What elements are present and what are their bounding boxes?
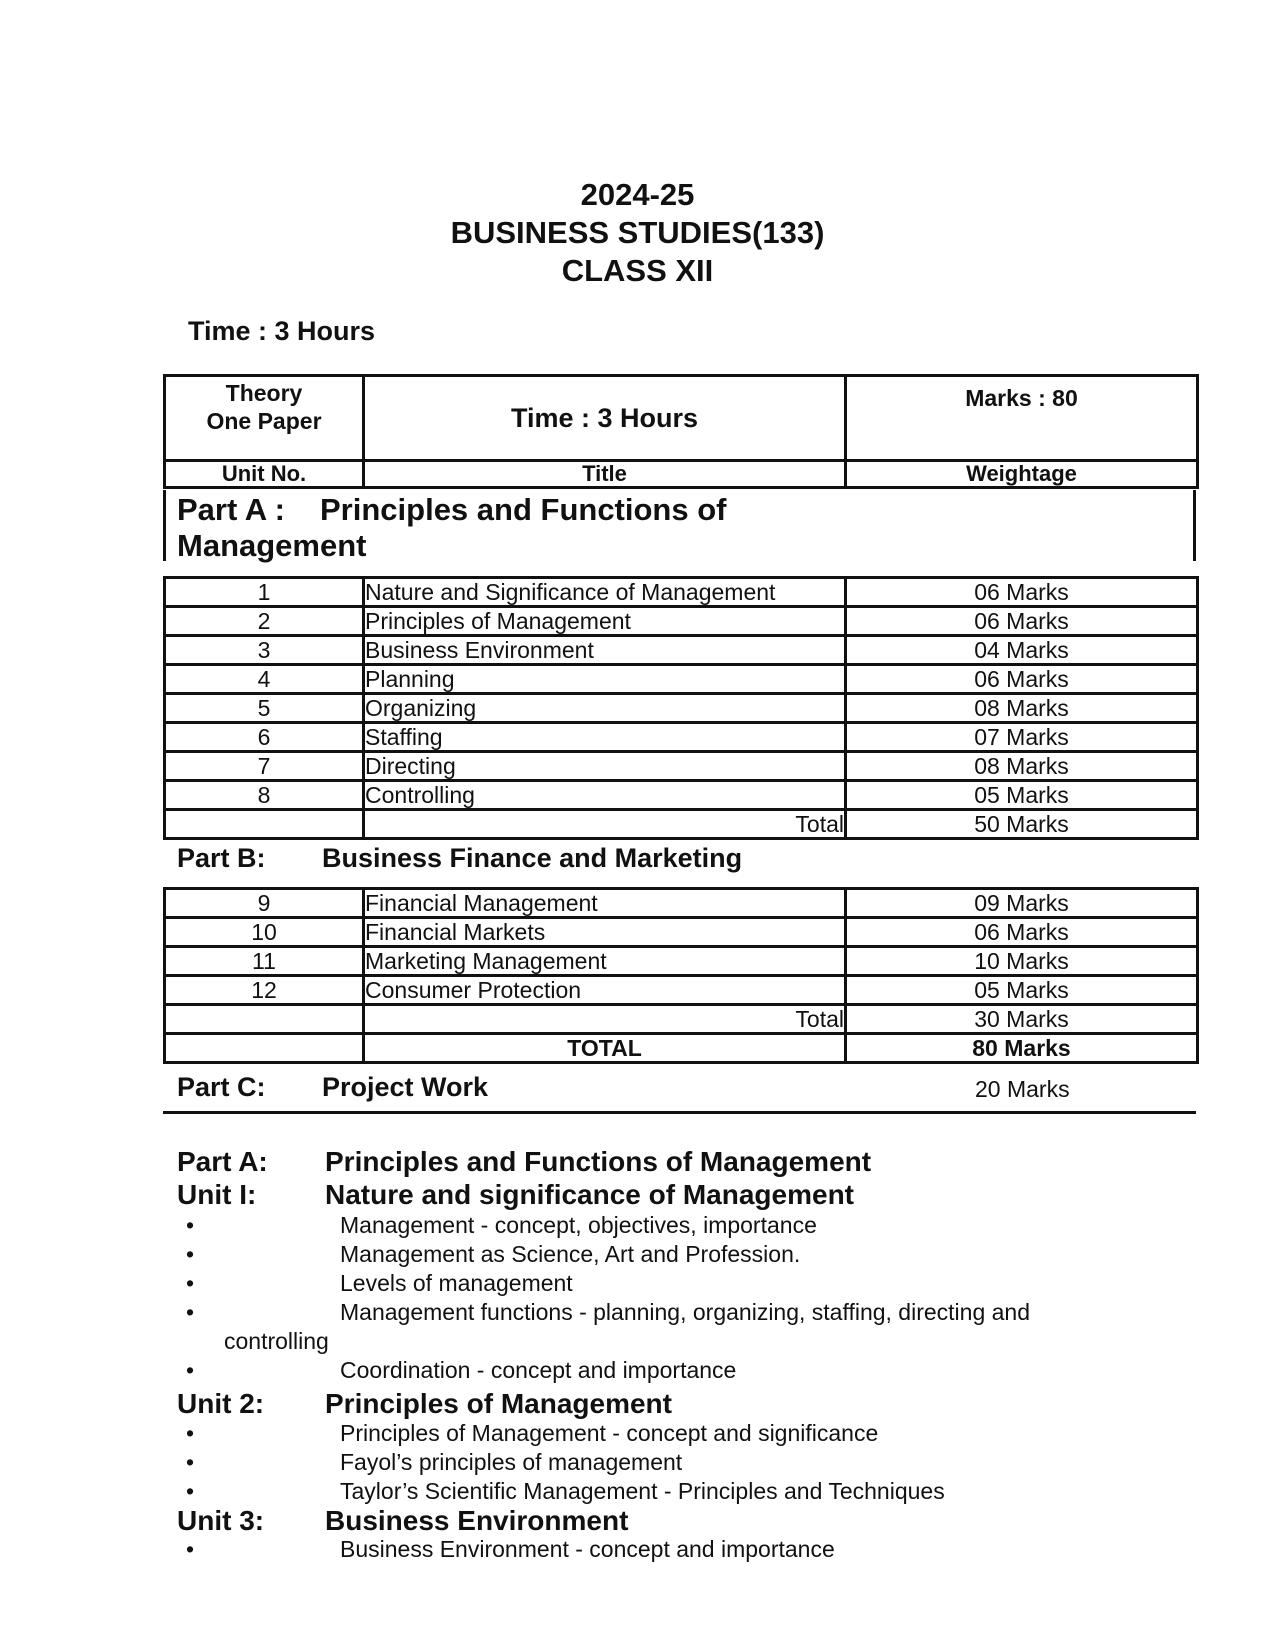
grand-total-value: 80 Marks — [846, 1034, 1198, 1063]
unit-no-cell: 8 — [165, 781, 364, 810]
subject-title: BUSINESS STUDIES(133) — [450, 215, 825, 250]
weightage-cell: 05 Marks — [846, 976, 1198, 1005]
bullet: • — [186, 1357, 195, 1383]
table-row — [165, 976, 1198, 1005]
bullet: • — [186, 1212, 195, 1238]
part-b-total-label: Total — [364, 1005, 846, 1034]
title-cell: Financial Markets — [364, 918, 846, 947]
bullet: • — [186, 1299, 195, 1325]
table-row — [165, 607, 1198, 636]
unit-no-cell: 10 — [165, 918, 364, 947]
unit-no-cell: 6 — [165, 723, 364, 752]
title-cell: Marketing Management — [364, 947, 846, 976]
unit1-item-text: Management functions - planning, organizing, staffing, directing and — [340, 1299, 1031, 1325]
syllabus-part-a-title: Principles and Functions of Management — [325, 1146, 872, 1177]
title-cell: Consumer Protection — [364, 976, 846, 1005]
part-c-marks: 20 Marks — [975, 1076, 1070, 1102]
syllabus-part-a-label: Part A: — [177, 1146, 268, 1177]
weightage-cell: 10 Marks — [846, 947, 1198, 976]
table-row — [165, 947, 1198, 976]
time-cell: Time : 3 Hours — [364, 376, 846, 461]
weightage-cell: 06 Marks — [846, 607, 1198, 636]
unit1-item-continuation: controlling — [224, 1328, 329, 1354]
table-row — [165, 723, 1198, 752]
title-cell: Planning — [364, 665, 846, 694]
table-row — [165, 578, 1198, 607]
part-b-total-empty — [165, 1005, 364, 1034]
unit-no-cell: 4 — [165, 665, 364, 694]
part-b-table — [163, 887, 1199, 1064]
title-cell: Directing — [364, 752, 846, 781]
part-c-label: Part C: — [177, 1072, 266, 1102]
part-a-total-label: Total — [364, 810, 846, 839]
unit2-title: Principles of Management — [325, 1388, 672, 1419]
grand-total-label: TOTAL — [364, 1034, 846, 1063]
table-row — [165, 889, 1198, 918]
part-a-total-value: 50 Marks — [846, 810, 1198, 839]
table-row — [165, 918, 1198, 947]
title-cell: Business Environment — [364, 636, 846, 665]
part-a-table — [163, 576, 1199, 840]
title-cell: Organizing — [364, 694, 846, 723]
unit3-item-text: Business Environment - concept and importance — [340, 1536, 835, 1562]
unit-no-cell: 7 — [165, 752, 364, 781]
unit-no-cell: 9 — [165, 889, 364, 918]
unit1-item-text: Management as Science, Art and Profession. — [340, 1241, 801, 1267]
table-row — [165, 752, 1198, 781]
unit2-heading — [177, 1388, 672, 1420]
unit1-item-text: Management - concept, objectives, importance — [340, 1212, 817, 1238]
unit2-item-text: Taylor’s Scientific Management - Principles and Techniques — [340, 1478, 945, 1504]
section-divider — [163, 1111, 1196, 1114]
weightage-cell: 06 Marks — [846, 665, 1198, 694]
title-cell: Controlling — [364, 781, 846, 810]
class-title: CLASS XII — [561, 253, 714, 288]
bullet: • — [186, 1270, 195, 1296]
weightage-cell: 06 Marks — [846, 918, 1198, 947]
table-row — [165, 665, 1198, 694]
document-header — [0, 176, 1275, 290]
title-cell: Financial Management — [364, 889, 846, 918]
grand-total-empty — [165, 1034, 364, 1063]
unit2-label: Unit 2: — [177, 1388, 265, 1419]
table-row — [165, 636, 1198, 665]
bullet: • — [186, 1420, 195, 1446]
unit-no-cell: 2 — [165, 607, 364, 636]
weightage-cell: 09 Marks — [846, 889, 1198, 918]
weightage-cell: 08 Marks — [846, 752, 1198, 781]
unit3-label: Unit 3: — [177, 1505, 265, 1536]
col-unit-no: Unit No. — [165, 461, 364, 488]
unit1-item-text: Coordination - concept and importance — [340, 1357, 737, 1383]
part-b-title: Business Finance and Marketing — [322, 843, 743, 873]
weightage-cell: 07 Marks — [846, 723, 1198, 752]
unit1-item-text: Levels of management — [340, 1270, 573, 1296]
unit1-heading — [177, 1179, 854, 1211]
unit-no-cell: 1 — [165, 578, 364, 607]
part-b-total-value: 30 Marks — [846, 1005, 1198, 1034]
part-a-heading — [177, 492, 726, 564]
unit2-item-text: Principles of Management - concept and significance — [340, 1420, 879, 1446]
bullet: • — [186, 1449, 195, 1475]
exam-duration: Time : 3 Hours — [188, 316, 376, 346]
col-title: Title — [364, 461, 846, 488]
part-b-heading — [177, 843, 742, 874]
part-a-title-line2: Management — [177, 528, 367, 563]
unit2-item-text: Fayol’s principles of management — [340, 1449, 683, 1475]
syllabus-part-a-heading — [177, 1146, 872, 1178]
bullet: • — [186, 1536, 195, 1562]
part-a-total-empty — [165, 810, 364, 839]
theory-cell — [165, 376, 364, 461]
unit3-title: Business Environment — [325, 1505, 629, 1536]
theory-label: Theory — [225, 380, 303, 406]
academic-year: 2024-25 — [580, 177, 695, 212]
part-c-heading — [177, 1072, 488, 1103]
unit-no-cell: 5 — [165, 694, 364, 723]
part-b-label: Part B: — [177, 843, 266, 873]
one-paper-label: One Paper — [206, 408, 322, 434]
part-a-title-line1: Principles and Functions of — [320, 492, 727, 527]
unit-no-cell: 12 — [165, 976, 364, 1005]
unit-no-cell: 3 — [165, 636, 364, 665]
bullet: • — [186, 1241, 195, 1267]
weightage-cell: 06 Marks — [846, 578, 1198, 607]
col-weightage: Weightage — [846, 461, 1198, 488]
total-marks-cell: Marks : 80 — [846, 376, 1198, 461]
weightage-cell: 08 Marks — [846, 694, 1198, 723]
unit3-heading — [177, 1505, 629, 1537]
table-row — [165, 694, 1198, 723]
part-c-title: Project Work — [322, 1072, 489, 1102]
unit-no-cell: 11 — [165, 947, 364, 976]
title-cell: Nature and Significance of Management — [364, 578, 846, 607]
weightage-cell: 04 Marks — [846, 636, 1198, 665]
bullet: • — [186, 1478, 195, 1504]
weightage-cell: 05 Marks — [846, 781, 1198, 810]
marks-table-header — [163, 374, 1199, 489]
unit1-label: Unit I: — [177, 1179, 257, 1210]
unit1-title: Nature and significance of Management — [325, 1179, 854, 1210]
title-cell: Staffing — [364, 723, 846, 752]
table-row — [165, 781, 1198, 810]
title-cell: Principles of Management — [364, 607, 846, 636]
part-a-label: Part A : — [177, 492, 285, 527]
